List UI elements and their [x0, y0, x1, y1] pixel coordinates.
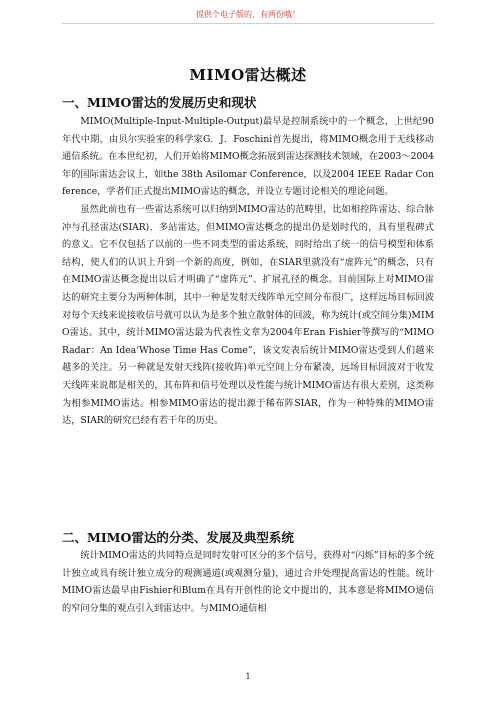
page-number: 1: [245, 672, 251, 681]
document-title: MIMO雷达概述: [189, 66, 307, 84]
paragraph: 虽然此前也有一些雷达系统可以归纳到MIMO雷达的范畴里，比如相控阵雷达、综合脉冲与孔径雷达(SIAR)、多站雷达，但MIMO雷达概念的提出仍是划时代的，具有里程碑式的意义。它不仅包括了以前的一些不同类型的雷达系统，同时给出了统一的信号模型和体系结构，使人们的认识上升到一个新的高度，例如，在SIAR里就没有“虚阵元”的概念，只有在MIMO雷达概念提出以后才明确了“虚阵元”、扩展孔径的概念。目前国际上对MIMO雷达的研究主要分为两种体制，其中一种是发射天线阵单元空间分布很广，这样远场目标回波对每个天线来说接收信号就可以认为是多个独立散射体的回波，称为统计(或空间分集)MIMO雷达。其中，统计MIMO雷达最为代表性文章为2004年Eran Fishier等撰写的“MIMO Radar：An Idea‘Whose Time Has Come”，该文发表后统计MIMO雷达受到人们越来越多的关注。另一种就是发射天线阵(接收阵)单元空间上分布紧凑，远场目标回波对于收发天线阵来说都是相关的，其布阵和信号处理以及性能与统计MIMO雷达有很大差别，这类称为相参MIMO雷达。相参MIMO雷达的提出源于稀布阵SIAR，作为一种特殊的MIMO雷达，SIAR的研究已经有若干年的历史。: [62, 203, 434, 427]
paragraph: 统计MIMO雷达的共同特点是同时发射可区分的多个信号，获得对“闪烁”目标的多个统计独立或具有统计独立成分的观测通道(或观测分量)，通过合并处理提高雷达的性能。统计MIMO雷达最早由Fishier和Blum在具有开创性的论文中提出的，其本意是将MIMO通信的窄问分集的观点引入到雷达中。与MIMO通信相: [62, 550, 434, 614]
section-heading-1: 一、MIMO雷达的发展历史和现状: [62, 95, 257, 110]
section-2-body: [62, 547, 434, 617]
header-divider: [62, 23, 434, 24]
paragraph: MIMO(Multiple-Input-Multiple-Output)最早是控制系统中的一个概念，上世纪90年代中期，由贝尔实验室的科学家G．J．Foschini首先提出，将MIMO概念用于无线移动通信系统。在本世纪初，人们开始将MIMO概念拓展到雷达探测技术领域，在2003～2004年的国际雷达会议上，如the 38th Asilomar Conference，以及2004 IEEE Radar Conference，学者们正式提出MIMO雷达的概念，并设立专题讨论相关的理论问题。: [62, 116, 434, 198]
section-heading-2: 二、MIMO雷达的分类、发展及典型系统: [62, 530, 294, 545]
header-note: 提供个电子版的，有两份哦！: [196, 10, 300, 19]
section-1-body: [62, 113, 434, 430]
